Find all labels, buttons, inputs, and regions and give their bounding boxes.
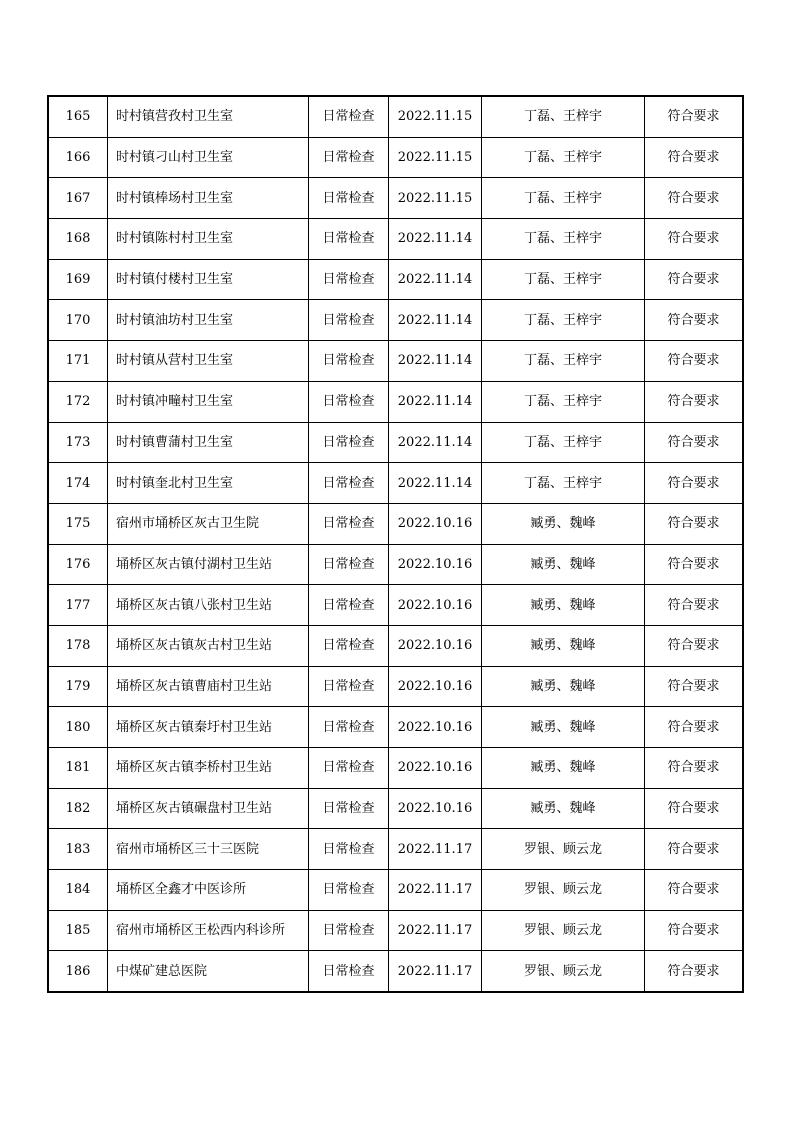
inspectors-cell: 臧勇、魏峰 — [482, 707, 645, 748]
inspection-type-cell: 日常检查 — [309, 748, 389, 789]
result-cell: 符合要求 — [645, 788, 744, 829]
table-row — [48, 503, 743, 544]
result-cell: 符合要求 — [645, 829, 744, 870]
institution-name-cell: 时村镇营孜村卫生室 — [108, 96, 309, 137]
table-row — [48, 910, 743, 951]
inspection-date-cell: 2022.11.14 — [389, 219, 482, 260]
row-number-cell: 175 — [48, 503, 108, 544]
result-cell: 符合要求 — [645, 910, 744, 951]
institution-name-cell: 埇桥区灰古镇付湖村卫生站 — [108, 544, 309, 585]
institution-name-cell: 埇桥区灰古镇秦圩村卫生站 — [108, 707, 309, 748]
result-cell: 符合要求 — [645, 219, 744, 260]
inspection-date-cell: 2022.10.16 — [389, 748, 482, 789]
row-number-cell: 172 — [48, 381, 108, 422]
inspectors-cell: 臧勇、魏峰 — [482, 503, 645, 544]
inspection-date-cell: 2022.11.15 — [389, 178, 482, 219]
inspection-type-cell: 日常检查 — [309, 219, 389, 260]
institution-name-cell: 时村镇曹蒲村卫生室 — [108, 422, 309, 463]
inspection-type-cell: 日常检查 — [309, 544, 389, 585]
inspection-type-cell: 日常检查 — [309, 910, 389, 951]
result-cell: 符合要求 — [645, 300, 744, 341]
table-row — [48, 707, 743, 748]
inspection-records-table — [47, 95, 744, 993]
result-cell: 符合要求 — [645, 259, 744, 300]
inspectors-cell: 丁磊、王梓宇 — [482, 422, 645, 463]
row-number-cell: 174 — [48, 463, 108, 504]
table-row — [48, 422, 743, 463]
result-cell: 符合要求 — [645, 463, 744, 504]
row-number-cell: 169 — [48, 259, 108, 300]
inspection-date-cell: 2022.10.16 — [389, 503, 482, 544]
inspection-date-cell: 2022.10.16 — [389, 625, 482, 666]
table-row — [48, 219, 743, 260]
table-row — [48, 178, 743, 219]
inspection-date-cell: 2022.11.15 — [389, 137, 482, 178]
inspectors-cell: 罗银、顾云龙 — [482, 910, 645, 951]
table-row — [48, 300, 743, 341]
table-row — [48, 259, 743, 300]
institution-name-cell: 埇桥区灰古镇灰古村卫生站 — [108, 625, 309, 666]
inspection-type-cell: 日常检查 — [309, 96, 389, 137]
result-cell: 符合要求 — [645, 178, 744, 219]
inspection-type-cell: 日常检查 — [309, 707, 389, 748]
inspection-date-cell: 2022.11.14 — [389, 381, 482, 422]
inspectors-cell: 丁磊、王梓宇 — [482, 463, 645, 504]
inspection-type-cell: 日常检查 — [309, 503, 389, 544]
inspectors-cell: 罗银、顾云龙 — [482, 870, 645, 911]
result-cell: 符合要求 — [645, 870, 744, 911]
institution-name-cell: 埇桥区灰古镇碾盘村卫生站 — [108, 788, 309, 829]
table-row — [48, 951, 743, 992]
result-cell: 符合要求 — [645, 503, 744, 544]
result-cell: 符合要求 — [645, 341, 744, 382]
row-number-cell: 184 — [48, 870, 108, 911]
inspection-date-cell: 2022.10.16 — [389, 788, 482, 829]
inspectors-cell: 丁磊、王梓宇 — [482, 96, 645, 137]
result-cell: 符合要求 — [645, 381, 744, 422]
result-cell: 符合要求 — [645, 544, 744, 585]
institution-name-cell: 宿州市埇桥区灰古卫生院 — [108, 503, 309, 544]
institution-name-cell: 宿州市埇桥区三十三医院 — [108, 829, 309, 870]
inspectors-cell: 丁磊、王梓宇 — [482, 259, 645, 300]
inspectors-cell: 罗银、顾云龙 — [482, 951, 645, 992]
inspection-date-cell: 2022.11.14 — [389, 463, 482, 504]
institution-name-cell: 宿州市埇桥区王松西内科诊所 — [108, 910, 309, 951]
row-number-cell: 182 — [48, 788, 108, 829]
result-cell: 符合要求 — [645, 707, 744, 748]
inspection-type-cell: 日常检查 — [309, 422, 389, 463]
row-number-cell: 177 — [48, 585, 108, 626]
institution-name-cell: 时村镇付楼村卫生室 — [108, 259, 309, 300]
row-number-cell: 185 — [48, 910, 108, 951]
inspectors-cell: 罗银、顾云龙 — [482, 829, 645, 870]
inspectors-cell: 丁磊、王梓宇 — [482, 137, 645, 178]
inspectors-cell: 丁磊、王梓宇 — [482, 178, 645, 219]
inspection-type-cell: 日常检查 — [309, 951, 389, 992]
row-number-cell: 186 — [48, 951, 108, 992]
institution-name-cell: 时村镇从营村卫生室 — [108, 341, 309, 382]
inspection-type-cell: 日常检查 — [309, 870, 389, 911]
inspection-type-cell: 日常检查 — [309, 666, 389, 707]
inspection-type-cell: 日常检查 — [309, 259, 389, 300]
institution-name-cell: 时村镇油坊村卫生室 — [108, 300, 309, 341]
row-number-cell: 168 — [48, 219, 108, 260]
inspection-type-cell: 日常检查 — [309, 381, 389, 422]
table-row — [48, 788, 743, 829]
institution-name-cell: 埇桥区全鑫才中医诊所 — [108, 870, 309, 911]
row-number-cell: 179 — [48, 666, 108, 707]
result-cell: 符合要求 — [645, 666, 744, 707]
inspectors-cell: 丁磊、王梓宇 — [482, 219, 645, 260]
inspection-date-cell: 2022.11.14 — [389, 259, 482, 300]
inspectors-cell: 丁磊、王梓宇 — [482, 341, 645, 382]
result-cell: 符合要求 — [645, 137, 744, 178]
inspection-date-cell: 2022.11.17 — [389, 829, 482, 870]
result-cell: 符合要求 — [645, 422, 744, 463]
institution-name-cell: 时村镇棒场村卫生室 — [108, 178, 309, 219]
inspection-date-cell: 2022.11.14 — [389, 422, 482, 463]
inspection-date-cell: 2022.11.17 — [389, 870, 482, 911]
row-number-cell: 173 — [48, 422, 108, 463]
inspection-date-cell: 2022.10.16 — [389, 585, 482, 626]
inspection-type-cell: 日常检查 — [309, 585, 389, 626]
inspection-type-cell: 日常检查 — [309, 178, 389, 219]
table-row — [48, 829, 743, 870]
institution-name-cell: 时村镇刁山村卫生室 — [108, 137, 309, 178]
row-number-cell: 170 — [48, 300, 108, 341]
table-row — [48, 137, 743, 178]
table-row — [48, 748, 743, 789]
inspection-type-cell: 日常检查 — [309, 341, 389, 382]
inspection-date-cell: 2022.11.15 — [389, 96, 482, 137]
inspection-type-cell: 日常检查 — [309, 300, 389, 341]
result-cell: 符合要求 — [645, 96, 744, 137]
inspectors-cell: 臧勇、魏峰 — [482, 666, 645, 707]
inspection-type-cell: 日常检查 — [309, 463, 389, 504]
inspectors-cell: 臧勇、魏峰 — [482, 625, 645, 666]
inspectors-cell: 臧勇、魏峰 — [482, 748, 645, 789]
inspection-date-cell: 2022.11.17 — [389, 910, 482, 951]
table-row — [48, 381, 743, 422]
row-number-cell: 167 — [48, 178, 108, 219]
table-row — [48, 463, 743, 504]
row-number-cell: 181 — [48, 748, 108, 789]
inspection-date-cell: 2022.10.16 — [389, 707, 482, 748]
result-cell: 符合要求 — [645, 951, 744, 992]
institution-name-cell: 埇桥区灰古镇八张村卫生站 — [108, 585, 309, 626]
table-row — [48, 544, 743, 585]
institution-name-cell: 时村镇奎北村卫生室 — [108, 463, 309, 504]
table-body — [48, 96, 743, 992]
table-row — [48, 870, 743, 911]
inspection-type-cell: 日常检查 — [309, 625, 389, 666]
table-row — [48, 341, 743, 382]
institution-name-cell: 中煤矿建总医院 — [108, 951, 309, 992]
result-cell: 符合要求 — [645, 748, 744, 789]
row-number-cell: 165 — [48, 96, 108, 137]
inspection-date-cell: 2022.11.14 — [389, 341, 482, 382]
table-row — [48, 666, 743, 707]
inspection-date-cell: 2022.10.16 — [389, 666, 482, 707]
inspection-type-cell: 日常检查 — [309, 788, 389, 829]
inspectors-cell: 臧勇、魏峰 — [482, 585, 645, 626]
row-number-cell: 176 — [48, 544, 108, 585]
row-number-cell: 180 — [48, 707, 108, 748]
inspectors-cell: 丁磊、王梓宇 — [482, 381, 645, 422]
inspection-date-cell: 2022.10.16 — [389, 544, 482, 585]
table-row — [48, 625, 743, 666]
inspectors-cell: 丁磊、王梓宇 — [482, 300, 645, 341]
table-row — [48, 96, 743, 137]
row-number-cell: 178 — [48, 625, 108, 666]
institution-name-cell: 埇桥区灰古镇李桥村卫生站 — [108, 748, 309, 789]
row-number-cell: 183 — [48, 829, 108, 870]
row-number-cell: 166 — [48, 137, 108, 178]
institution-name-cell: 时村镇陈村村卫生室 — [108, 219, 309, 260]
inspectors-cell: 臧勇、魏峰 — [482, 544, 645, 585]
table-row — [48, 585, 743, 626]
inspectors-cell: 臧勇、魏峰 — [482, 788, 645, 829]
row-number-cell: 171 — [48, 341, 108, 382]
inspection-date-cell: 2022.11.17 — [389, 951, 482, 992]
institution-name-cell: 埇桥区灰古镇曹庙村卫生站 — [108, 666, 309, 707]
result-cell: 符合要求 — [645, 625, 744, 666]
inspection-type-cell: 日常检查 — [309, 829, 389, 870]
inspection-type-cell: 日常检查 — [309, 137, 389, 178]
inspection-date-cell: 2022.11.14 — [389, 300, 482, 341]
institution-name-cell: 时村镇冲疃村卫生室 — [108, 381, 309, 422]
result-cell: 符合要求 — [645, 585, 744, 626]
